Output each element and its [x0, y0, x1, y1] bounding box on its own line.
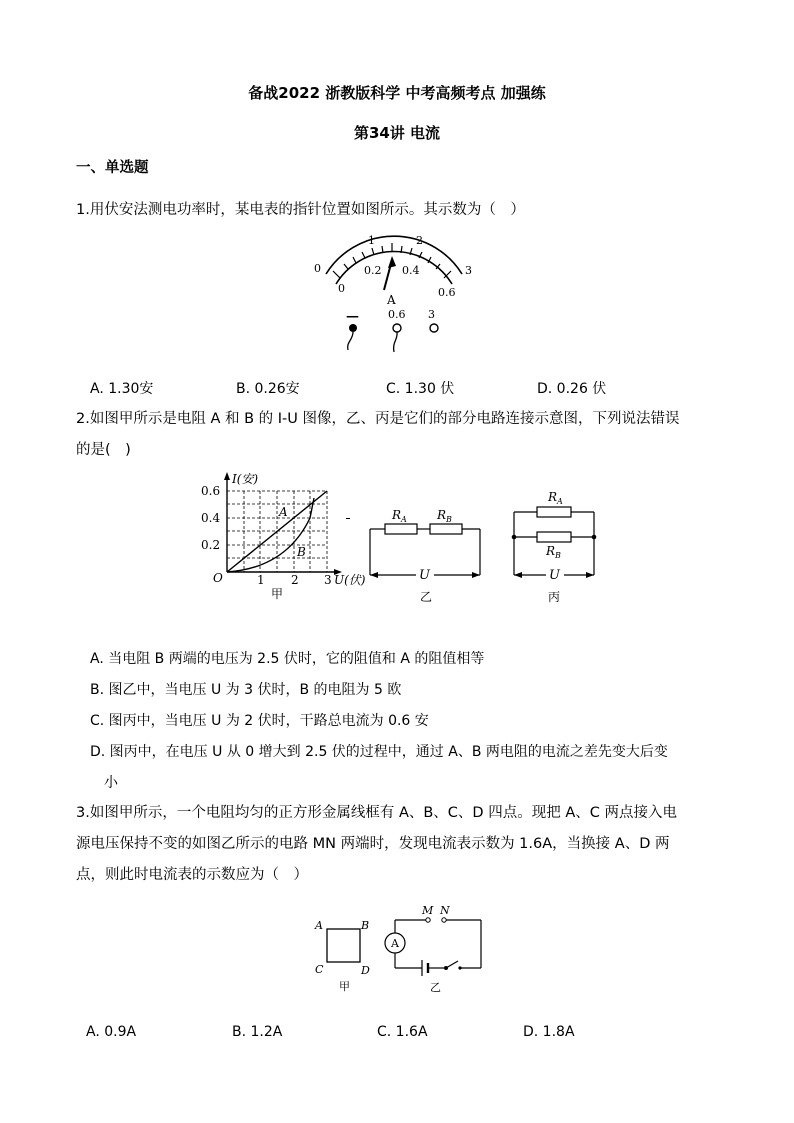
q2-option-b[interactable]: B. 图乙中，当电压 U 为 3 伏时，B 的电阻为 5 欧: [90, 682, 402, 698]
series-circuit: [368, 505, 486, 605]
parallel-ra-sub: A: [557, 497, 563, 506]
inner-scale-0: 0: [338, 282, 345, 295]
y-tick-0-2: 0.2: [201, 538, 221, 552]
q3-option-d[interactable]: D. 1.8A: [523, 1024, 575, 1040]
parallel-caption: 丙: [548, 590, 561, 604]
ammeter-figure: [310, 228, 480, 358]
svg-text:RA: [547, 490, 563, 506]
iu-graph: [196, 470, 366, 605]
q2-option-c[interactable]: C. 图丙中，当电压 U 为 2 伏时，干路总电流为 0.6 安: [90, 713, 429, 729]
series-u-label: U: [419, 568, 430, 583]
terminal-minus: —: [346, 309, 359, 324]
q3-stem-line1: 3.如图甲所示，一个电阻均匀的正方形金属线框有 A、B、C、D 四点。现把 A、C 两点接入电: [76, 805, 677, 821]
curve-b-label: B: [297, 545, 306, 559]
terminal-3: 3: [428, 308, 435, 321]
series-rb-sub: B: [446, 515, 452, 524]
square-frame: [312, 916, 374, 992]
q1-option-c[interactable]: C. 1.30 伏: [386, 381, 455, 397]
section-heading: 一、单选题: [76, 160, 149, 176]
x-tick-2: 2: [291, 573, 299, 587]
graph-caption: 甲: [271, 587, 284, 601]
q1-option-a[interactable]: A. 1.30安: [90, 381, 154, 397]
x-tick-1: 1: [257, 573, 265, 587]
parallel-ra-label: R: [548, 490, 558, 504]
outer-scale-0: 0: [314, 262, 321, 275]
origin-label: O: [213, 571, 223, 585]
q3-option-c[interactable]: C. 1.6A: [377, 1024, 428, 1040]
q3-stem-line2: 源电压保持不变的如图乙所示的电路 MN 两端时，发现电流表示数为 1.6A，当换接 A、D 两: [76, 836, 670, 852]
q2-option-d[interactable]: D. 图丙中，在电压 U 从 0 增大到 2.5 伏的过程中，通过 A、B 两电阻的电流之差先变大后变: [90, 744, 668, 760]
q1-option-b[interactable]: B. 0.26安: [236, 381, 300, 397]
ammeter-symbol: A: [391, 937, 399, 950]
terminal-m-label: M: [422, 904, 434, 917]
outer-scale-3: 3: [465, 264, 472, 277]
q1-option-d[interactable]: D. 0.26 伏: [537, 381, 607, 397]
square-c-label: C: [315, 963, 324, 976]
meter-unit: A: [387, 293, 396, 307]
square-a-label: A: [315, 919, 323, 932]
stray-mark: [346, 518, 350, 519]
series-rb-label: R: [437, 508, 447, 522]
x-axis-label: U(伏): [334, 573, 366, 587]
square-b-label: B: [361, 919, 370, 932]
inner-scale-1: 0.2: [364, 264, 382, 277]
svg-text:RA: [391, 508, 407, 524]
q2-stem-line2: 的是( ): [76, 442, 131, 458]
inner-scale-3: 0.6: [438, 286, 456, 299]
y-tick-0-6: 0.6: [201, 484, 221, 498]
terminal-n-label: N: [440, 904, 450, 917]
x-tick-3: 3: [324, 573, 332, 587]
outer-scale-2: 2: [416, 234, 423, 247]
terminal-0-6: 0.6: [388, 308, 406, 321]
series-ra-sub: A: [401, 515, 407, 524]
curve-a-label: A: [279, 505, 288, 519]
y-axis-label: I(安): [232, 472, 259, 486]
series-ra-label: R: [392, 508, 402, 522]
inner-scale-2: 0.4: [402, 264, 420, 277]
ammeter-circuit: [378, 900, 488, 992]
parallel-circuit: [508, 488, 600, 608]
series-caption: 乙: [420, 590, 433, 604]
parallel-rb-label: R: [546, 544, 556, 558]
q3-option-a[interactable]: A. 0.9A: [86, 1024, 137, 1040]
svg-text:RB: [436, 508, 452, 524]
square-caption: 甲: [339, 980, 350, 993]
svg-text:RB: [545, 544, 561, 560]
y-tick-0-4: 0.4: [201, 511, 221, 525]
parallel-u-label: U: [549, 568, 560, 583]
q3-stem-line3: 点，则此时电流表的示数应为（ ）: [76, 867, 308, 883]
circuit-caption: 乙: [430, 981, 441, 994]
parallel-rb-sub: B: [555, 551, 561, 560]
square-d-label: D: [361, 964, 370, 977]
outer-scale-1: 1: [368, 234, 375, 247]
q2-option-a[interactable]: A. 当电阻 B 两端的电压为 2.5 伏时，它的阻值和 A 的阻值相等: [90, 651, 485, 667]
page-subtitle: 第34讲 电流: [353, 124, 441, 142]
q2-stem-line1: 2.如图甲所示是电阻 A 和 B 的 I-U 图像，乙、丙是它们的部分电路连接示意图，下列说法错误: [76, 411, 680, 427]
q2-option-d-continued: 小: [104, 775, 118, 791]
page-title: 备战2022 浙教版科学 中考高频考点 加强练: [248, 84, 546, 102]
q1-stem: 1.用伏安法测电功率时，某电表的指针位置如图所示。其示数为（ ）: [76, 202, 525, 218]
q3-option-b[interactable]: B. 1.2A: [232, 1024, 283, 1040]
